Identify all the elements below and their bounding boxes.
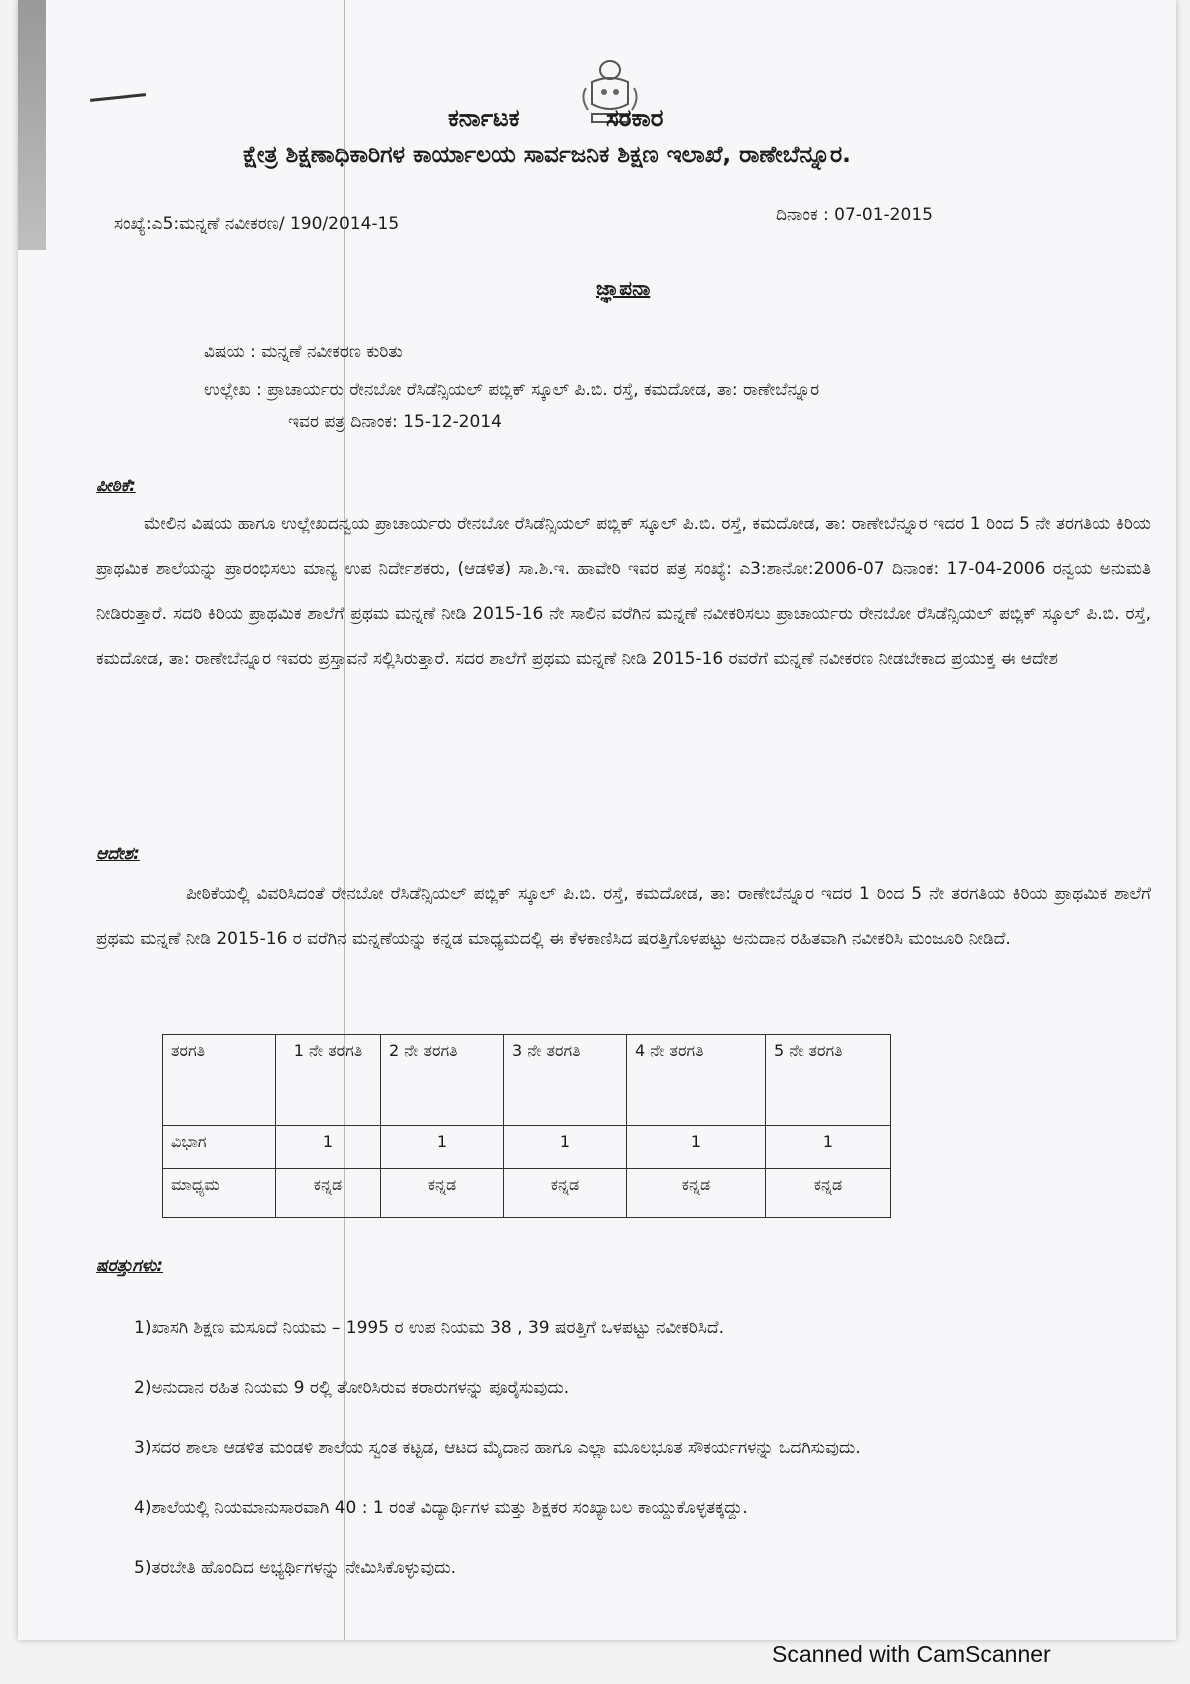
class-table [162,1034,891,1218]
reference-number: ಸಂಖ್ಯೆ:ಎ5:ಮನ್ನಣೆ ನವೀಕರಣ/ 190/2014-15 [114,214,400,234]
header-karnataka: ಕರ್ನಾಟಕ [448,104,520,132]
order-text: ಪೀಠಿಕೆಯಲ್ಲಿ ವಿವರಿಸಿದಂತೆ ರೇನಬೋ ರೆಸಿಡೆನ್ಸಿಯಲ್ ಪಬ್ಲಿಕ್ ಸ್ಕೂಲ್ ಪಿ.ಬಿ. ರಸ್ತೆ, ಕಮದೋಡ, ತಾ: ರಾಣೇಬೆನ್ನೂರ ಇದರ 1 ರಿಂದ 5 ನೇ ತರಗತಿಯ ಕಿರಿಯ ಪ್ರಾಥಮಿಕ ಶಾಲೆಗೆ ಪ್ರಥಮ ಮನ್ನಣೆ ನೀಡಿ 2015-16 ರ ವರೆಗಿನ ಮನ್ನಣೆಯನ್ನು ಕನ್ನಡ ಮಾಧ್ಯಮದಲ್ಲಿ ಈ ಕೆಳಕಾಣಿಸಿದ ಷರತ್ತಿಗೊಳಪಟ್ಟು ಅನುದಾನ ರಹಿತವಾಗಿ ನವೀಕರಿಸಿ ಮಂಜೂರಿ ನೀಡಿದೆ. [96,884,1151,949]
table-cell: ಕನ್ನಡ [504,1169,627,1218]
header-sarkara: ಸರಕಾರ [606,104,664,132]
table-cell: ಮಾಧ್ಯಮ [163,1169,276,1218]
subject-line: ವಿಷಯ : ಮನ್ನಣೆ ನವೀಕರಣ ಕುರಿತು [204,342,403,362]
table-cell: ಕನ್ನಡ [627,1169,766,1218]
reference-line-1: ಉಲ್ಲೇಖ : ಪ್ರಾಚಾರ್ಯರು ರೇನಬೋ ರೆಸಿಡೆನ್ಸಿಯಲ್ ಪಬ್ಲಿಕ್ ಸ್ಕೂಲ್ ಪಿ.ಬಿ. ರಸ್ತೆ, ಕಮದೋಡ, ತಾ: ರಾಣೇಬೆನ್ನೂರ [204,380,820,400]
condition-item: 1)ಖಾಸಗಿ ಶಿಕ್ಷಣ ಮಸೂದೆ ನಿಯಮ – 1995 ರ ಉಪ ನಿಯಮ 38 , 39 ಷರತ್ತಿಗೆ ಒಳಪಟ್ಟು ನವೀಕರಿಸಿದೆ. [134,1318,725,1338]
table-cell: 1 ನೇ ತರಗತಿ [276,1035,381,1126]
scan-shadow [18,0,46,250]
pen-mark [90,93,146,102]
table-cell: 3 ನೇ ತರಗತಿ [504,1035,627,1126]
condition-item: 5)ತರಬೇತಿ ಹೊಂದಿದ ಅಭ್ಯರ್ಥಿಗಳನ್ನು ನೇಮಿಸಿಕೊಳ್ಳುವುದು. [134,1558,457,1578]
table-row [163,1169,891,1218]
document-title: ಜ್ಞಾಪನಾ [596,276,651,300]
document-page [18,0,1176,1640]
condition-item: 4)ಶಾಲೆಯಲ್ಲಿ ನಿಯಮಾನುಸಾರವಾಗಿ 40 : 1 ರಂತೆ ವಿದ್ಯಾರ್ಥಿಗಳ ಮತ್ತು ಶಿಕ್ಷಕರ ಸಂಖ್ಯಾಬಲ ಕಾಯ್ದುಕೊಳ್ಳತಕ್ಕದ್ದು. [134,1498,748,1518]
order-paragraph [96,872,1151,962]
table-cell: 5 ನೇ ತರಗತಿ [766,1035,891,1126]
table-cell: ಕನ್ನಡ [381,1169,504,1218]
table-cell: ತರಗತಿ [163,1035,276,1126]
table-cell: 1 [381,1126,504,1169]
preamble-text: ಮೇಲಿನ ವಿಷಯ ಹಾಗೂ ಉಲ್ಲೇಖದನ್ವಯ ಪ್ರಾಚಾರ್ಯರು ರೇನಬೋ ರೆಸಿಡೆನ್ಸಿಯಲ್ ಪಬ್ಲಿಕ್ ಸ್ಕೂಲ್ ಪಿ.ಬಿ. ರಸ್ತೆ, ಕಮದೋಡ, ತಾ: ರಾಣೇಬೆನ್ನೂರ ಇದರ 1 ರಿಂದ 5 ನೇ ತರಗತಿಯ ಕಿರಿಯ ಪ್ರಾಥಮಿಕ ಶಾಲೆಯನ್ನು ಪ್ರಾರಂಭಿಸಲು ಮಾನ್ಯ ಉಪ ನಿರ್ದೇಶಕರು, (ಆಡಳಿತ) ಸಾ.ಶಿ.ಇ. ಹಾವೇರಿ ಇವರ ಪತ್ರ ಸಂಖ್ಯೆ: ಎ3:ಶಾನೋ:2006-07 ದಿನಾಂಕ: 17-04-2006 ರನ್ವಯ ಅನುಮತಿ ನೀಡಿರುತ್ತಾರೆ. ಸದರಿ ಕಿರಿಯ ಪ್ರಾಥಮಿಕ ಶಾಲೆಗೆ ಪ್ರಥಮ ಮನ್ನಣೆ ನೀಡಿ 2015-16 ನೇ ಸಾಲಿನ ವರೆಗಿನ ಮನ್ನಣೆ ನವೀಕರಿಸಲು ಪ್ರಾಚಾರ್ಯರು ರೇನಬೋ ರೆಸಿಡೆನ್ಸಿಯಲ್ ಪಬ್ಲಿಕ್ ಸ್ಕೂಲ್ ಪಿ.ಬಿ. ರಸ್ತೆ, ಕಮದೋಡ, ತಾ: ರಾಣೇಬೆನ್ನೂರ ಇವರು ಪ್ರಸ್ತಾವನೆ ಸಲ್ಲಿಸಿರುತ್ತಾರೆ. ಸದರ ಶಾಲೆಗೆ ಪ್ರಥಮ ಮನ್ನಣೆ ನೀಡಿ 2015-16 ರವರೆಗೆ ಮನ್ನಣೆ ನವೀಕರಣ ನೀಡಬೇಕಾದ ಪ್ರಯುಕ್ತ ಈ ಆದೇಶ [96,514,1151,669]
conditions-heading: ಷರತ್ತುಗಳು: [96,1256,164,1276]
table-cell: ಕನ್ನಡ [276,1169,381,1218]
table-cell: 1 [627,1126,766,1169]
table-cell: 1 [276,1126,381,1169]
preamble-paragraph [96,502,1151,682]
office-name: ಕ್ಷೇತ್ರ ಶಿಕ್ಷಣಾಧಿಕಾರಿಗಳ ಕಾರ್ಯಾಲಯ ಸಾರ್ವಜನಿಕ ಶಿಕ್ಷಣ ಇಲಾಖೆ, ರಾಣೇಬೆನ್ನೂರ. [243,142,851,168]
table-header-row [163,1035,891,1126]
table-cell: ಕನ್ನಡ [766,1169,891,1218]
table-row [163,1126,891,1169]
condition-item: 3)ಸದರ ಶಾಲಾ ಆಡಳಿತ ಮಂಡಳಿ ಶಾಲೆಯ ಸ್ವಂತ ಕಟ್ಟಡ, ಆಟದ ಮೈದಾನ ಹಾಗೂ ಎಲ್ಲಾ ಮೂಲಭೂತ ಸೌಕರ್ಯಗಳನ್ನು ಒದಗಿಸುವುದು. [134,1438,861,1458]
scanner-watermark: Scanned with CamScanner [772,1641,1051,1667]
table-cell: ವಿಭಾಗ [163,1126,276,1169]
table-cell: 1 [504,1126,627,1169]
preamble-heading: ಪೀಠಿಕೆ: [96,476,136,496]
order-heading: ಆದೇಶ: [96,844,140,864]
document-date: ದಿನಾಂಕ : 07-01-2015 [776,205,933,225]
table-cell: 1 [766,1126,891,1169]
condition-item: 2)ಅನುದಾನ ರಹಿತ ನಿಯಮ 9 ರಲ್ಲಿ ತೋರಿಸಿರುವ ಕರಾರುಗಳನ್ನು ಪೂರೈಸುವುದು. [134,1378,570,1398]
table-cell: 2 ನೇ ತರಗತಿ [381,1035,504,1126]
reference-line-2: ಇವರ ಪತ್ರ ದಿನಾಂಕ: 15-12-2014 [288,412,502,432]
table-cell: 4 ನೇ ತರಗತಿ [627,1035,766,1126]
